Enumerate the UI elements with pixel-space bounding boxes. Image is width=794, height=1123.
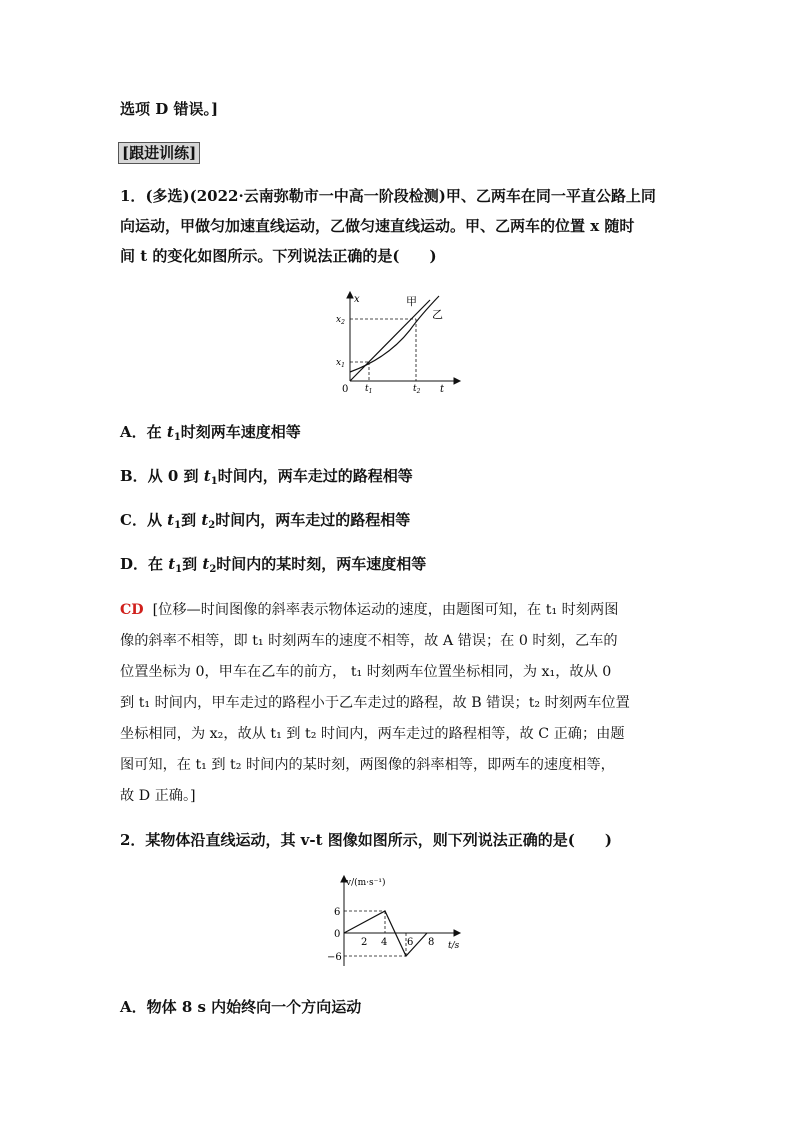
q1-stem-rest: 甲、乙两车在同一平直公路上同 [445,187,656,205]
q2-y-tick-neg6: −6 [327,952,342,963]
q2-y-label: v/(m·s⁻¹) [346,878,386,888]
q1-xt-graph [330,288,470,396]
q1-number: 1． [120,187,146,205]
q1-explanation-line1: CD [位移—时间图像的斜率表示物体运动的速度，由题图可知，在 t₁ 时刻两图 [120,602,619,618]
intro-tail: 选项 D 错误。] [120,100,219,118]
follow-up-label: [跟进训练] [118,142,200,164]
q1-stem-line1 [120,186,680,206]
q2-t-axis-arrow [454,930,460,936]
q1-t-axis-arrow [454,378,460,384]
q1-x1-label: $x_1$ [336,358,345,369]
q1-stem-line2: 向运动，甲做匀加速直线运动，乙做匀速直线运动。甲、乙两车的位置 x 随时 [120,217,635,235]
q1-t2-label: $t_2$ [413,384,421,395]
q1-explanation-line6: 图可知，在 t₁ 到 t₂ 时间内的某时刻，两图像的斜率相等，即两车的速度相等， [120,757,615,773]
q1-label-yi: 乙 [432,308,443,321]
q1-stem-line3: 间 t 的变化如图所示。下列说法正确的是( ) [120,247,437,265]
q2-x-label: t/s [448,941,460,951]
q1-option-b[interactable]: B．从 0 到 $t_1$时间内，两车走过的路程相等 [120,467,413,487]
q1-option-a[interactable]: A．在 $t_1$时刻两车速度相等 [120,423,301,443]
q1-axis-x-label: x [354,294,360,305]
q2-vt-graph [326,872,476,972]
q2-option-a[interactable]: A．物体 8 s 内始终向一个方向运动 [120,998,362,1016]
q2-x-tick-6: 6 [407,937,414,948]
q1-explanation-line3: 位置坐标为 0，甲车在乙车的前方， t₁ 时刻两车位置坐标相同，为 x₁，故从 0 [120,664,612,680]
q1-answer: CD [120,602,144,618]
q1-tag: (多选)(2022·云南弥勒市一中高一阶段检测) [145,187,446,205]
q1-t1-label: $t_1$ [365,384,373,395]
q2-stem: 2．某物体沿直线运动，其 v-t 图像如图所示，则下列说法正确的是( ) [120,831,612,849]
q1-option-d[interactable]: D．在 $t_1$到 $t_2$时间内的某时刻，两车速度相等 [120,555,427,575]
q1-option-c[interactable]: C．从 $t_1$到 $t_2$时间内，两车走过的路程相等 [120,511,411,531]
q1-explanation-line5: 坐标相同，为 x₂，故从 t₁ 到 t₂ 时间内，两车走过的路程相等，故 C 正确；由题 [120,726,625,742]
q1-axis-t-label: t [440,384,445,395]
q1-explanation-line4: 到 t₁ 时间内，甲车走过的路程小于乙车走过的路程，故 B 错误；t₂ 时刻两车位置 [120,695,630,711]
q2-y-tick-0: 0 [334,929,341,940]
q1-line-yi [350,300,430,381]
q1-explanation-line7: 故 D 正确。] [120,788,196,804]
q1-curve-jia [350,296,439,372]
q1-label-jia: 甲 [406,295,417,308]
q1-explanation-line2: 像的斜率不相等，即 t₁ 时刻两车的速度不相等，故 A 错误；在 0 时刻，乙车的 [120,633,618,649]
q2-x-tick-2: 2 [361,937,368,948]
q2-x-tick-8: 8 [428,937,435,948]
q1-x-axis-arrow [347,292,353,298]
q2-y-tick-pos6: 6 [334,907,341,918]
q1-origin-label: 0 [342,384,349,395]
q1-x2-label: $x_2$ [336,315,345,326]
q2-x-tick-4: 4 [381,937,388,948]
